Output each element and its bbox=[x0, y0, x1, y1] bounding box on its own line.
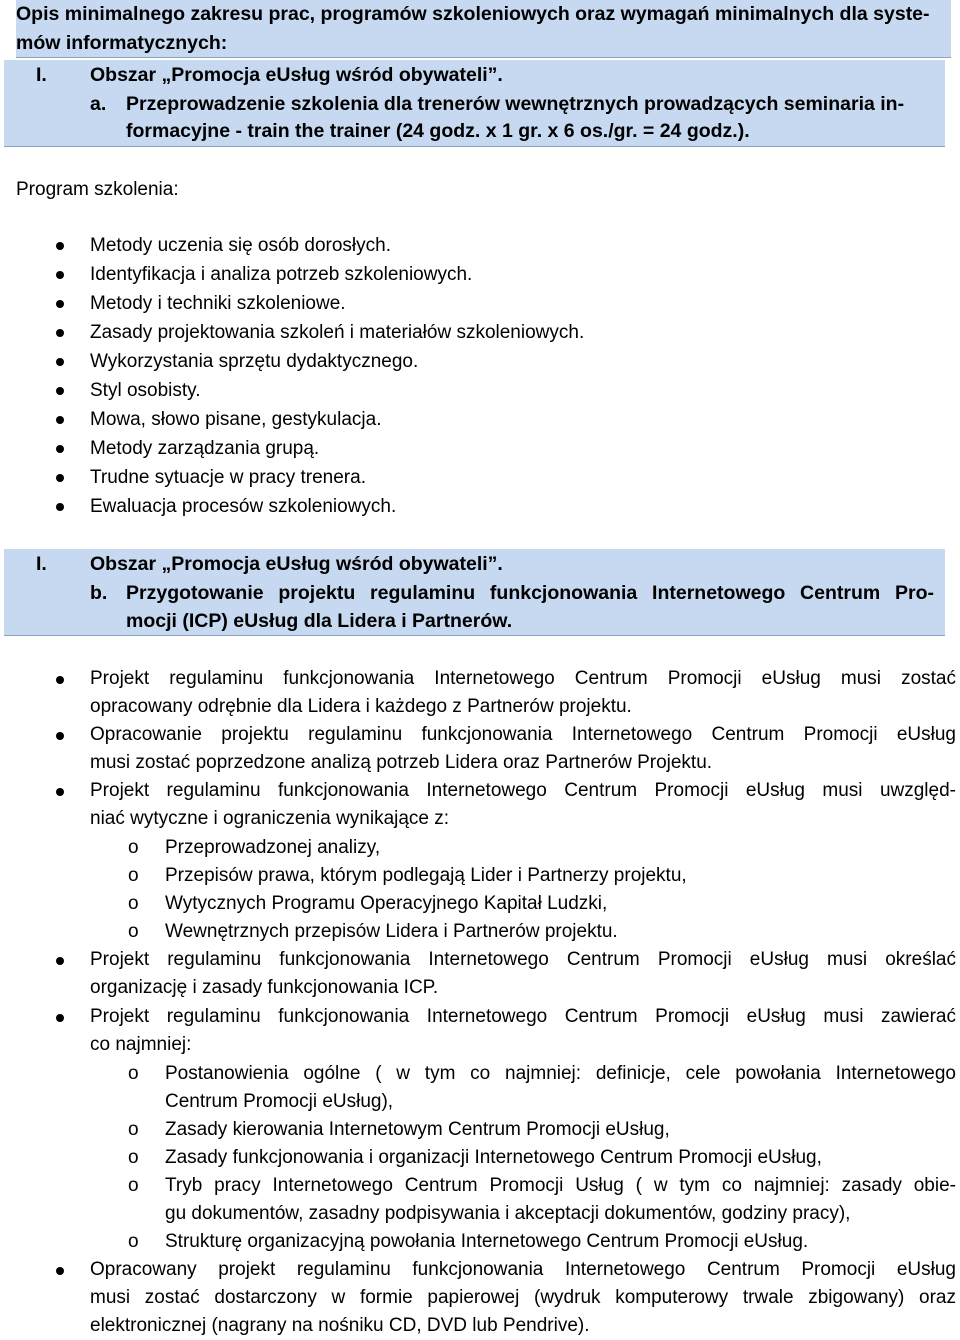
section-a-area: Obszar „Promocja eUsług wśród obywateli”. bbox=[90, 64, 503, 86]
section-b-title-line-1: Przygotowanie projektu regulaminu funkcjonowania Internetowego Centrum Pro- bbox=[126, 582, 934, 604]
circle-marker-icon: o bbox=[128, 1231, 139, 1252]
section-b-title-line-2: mocji (ICP) eUsług dla Lidera i Partnerów. bbox=[126, 610, 513, 632]
section-b-heading bbox=[4, 549, 945, 636]
section-a-heading bbox=[4, 60, 945, 147]
bullet-icon bbox=[56, 1014, 64, 1022]
section-b-roman: I. bbox=[36, 553, 47, 575]
program-label: Program szkolenia: bbox=[16, 179, 179, 200]
circle-marker-icon: o bbox=[128, 1175, 139, 1196]
bullet-icon bbox=[56, 416, 64, 424]
bullet-icon bbox=[56, 788, 64, 796]
bullet-icon bbox=[56, 242, 64, 250]
bullet-icon bbox=[56, 445, 64, 453]
bullet-icon bbox=[56, 503, 64, 511]
title-line-2: mów informatycznych: bbox=[16, 29, 951, 58]
bullet-icon bbox=[56, 300, 64, 308]
bullet-icon bbox=[56, 957, 64, 965]
circle-marker-icon: o bbox=[128, 1119, 139, 1140]
section-b-letter: b. bbox=[90, 582, 108, 604]
section-b-area: Obszar „Promocja eUsług wśród obywateli”. bbox=[90, 553, 503, 575]
section-a-roman: I. bbox=[36, 64, 47, 86]
bullet-icon bbox=[56, 474, 64, 482]
bullet-icon bbox=[56, 329, 64, 337]
bullet-icon bbox=[56, 358, 64, 366]
circle-marker-icon: o bbox=[128, 837, 139, 858]
section-a-letter: a. bbox=[90, 93, 107, 115]
circle-marker-icon: o bbox=[128, 893, 139, 914]
circle-marker-icon: o bbox=[128, 921, 139, 942]
circle-marker-icon: o bbox=[128, 865, 139, 886]
circle-marker-icon: o bbox=[128, 1147, 139, 1168]
circle-marker-icon: o bbox=[128, 1063, 139, 1084]
bullet-icon bbox=[56, 732, 64, 740]
bullet-icon bbox=[56, 387, 64, 395]
section-a-title-line-1: Przeprowadzenie szkolenia dla trenerów wewnętrznych prowadzących seminaria in- bbox=[126, 93, 905, 115]
bullet-icon bbox=[56, 1267, 64, 1275]
bullet-icon bbox=[56, 271, 64, 279]
bullet-icon bbox=[56, 676, 64, 684]
section-a-title-line-2: formacyjne - train the trainer (24 godz. x 1 gr. x 6 os./gr. = 24 godz.). bbox=[126, 120, 750, 142]
title-line-1: Opis minimalnego zakresu prac, programów szkoleniowych oraz wymagań minimalnych dla syste- bbox=[16, 0, 951, 29]
